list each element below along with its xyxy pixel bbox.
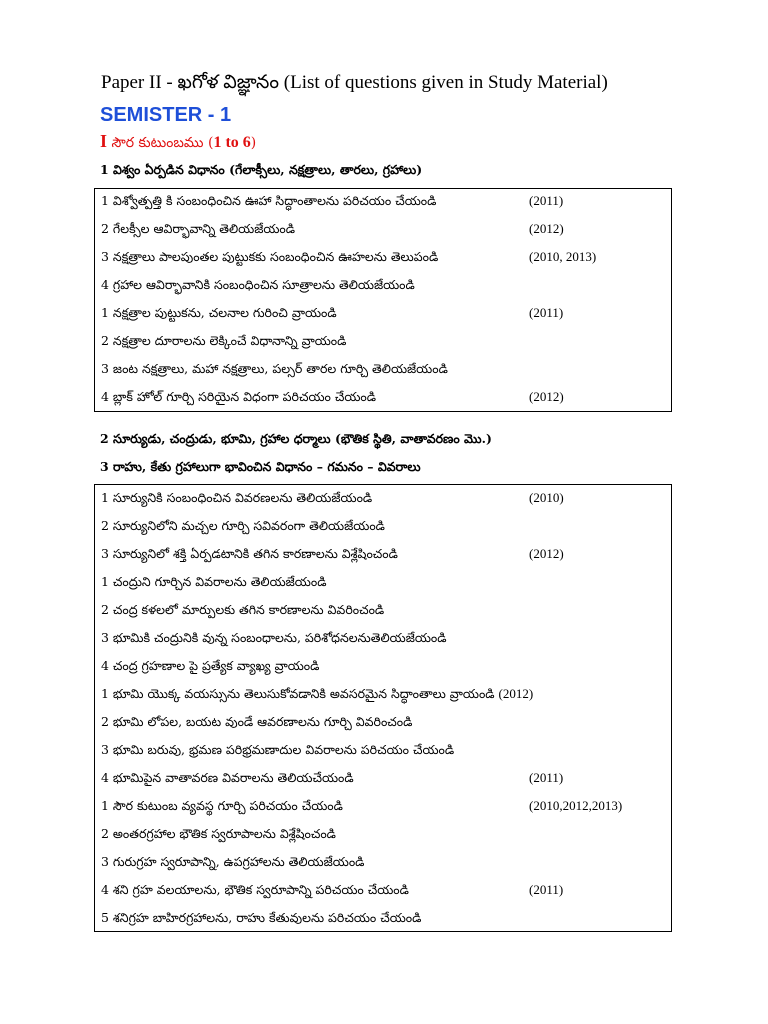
question-text: 3 నక్షత్రాలు పాలపుంతల పుట్టుకకు సంబంధించిన ఊహలను తెలుపండి (101, 249, 439, 264)
question-row (101, 823, 667, 845)
unit-close: ) (250, 135, 257, 151)
unit-roman-numeral: I (100, 131, 108, 151)
question-year: (2011) (529, 770, 564, 785)
question-text: 3 భూమి బరువు, భ్రమణ పరిభ్రమణాదుల వివరాలను పరిచయం చేయండి (101, 742, 455, 757)
question-text: 4 శని గ్రహ వలయాలను, భౌతిక స్వరూపాన్ని పరిచయం చేయండి (101, 882, 409, 897)
question-row (101, 683, 667, 705)
question-text: 2 సూర్యునిలోని మచ్చల గూర్చి సవివరంగా తెలియజేయండి (101, 518, 385, 533)
question-row (101, 386, 667, 408)
question-year: (2011) (529, 193, 564, 208)
section-3-question-box (94, 484, 672, 932)
question-row (101, 907, 667, 929)
question-row (101, 795, 667, 817)
question-year: (2010) (529, 490, 564, 505)
question-row (101, 190, 667, 212)
question-text (101, 683, 533, 705)
page-title: Paper II - ఖగోళ విజ్ఞానం (List of questions given in Study Material) (101, 72, 608, 93)
question-year: (2010, 2013) (529, 249, 597, 264)
question-year: (2010,2012,2013) (529, 798, 623, 813)
section-1-heading: 1 విశ్వం ఏర్పడిన విధానం (గేలాక్సీలు, నక్షత్రాలు, తారలు, గ్రహాలు) (100, 162, 423, 177)
question-row (101, 711, 667, 733)
question-row (101, 515, 667, 537)
question-row (101, 246, 667, 268)
question-text: 4 బ్లాక్ హోల్ గూర్చి సరియైన విధంగా పరిచయం చేయండి (101, 389, 376, 404)
semister-heading: SEMISTER - 1 (100, 104, 232, 126)
question-text: 4 గ్రహాల ఆవిర్భావానికి సంబంధించిన సూత్రాలను తెలియజేయండి (101, 277, 415, 292)
unit-range: 1 to 6 (213, 134, 251, 151)
question-row (101, 274, 667, 296)
question-row (101, 543, 667, 565)
question-row (101, 358, 667, 380)
question-text: 3 భూమికి చంద్రునికి వున్న సంబంధాలను, పరిశోధనలనుతెలియజేయండి (101, 630, 447, 645)
unit-heading (100, 131, 256, 154)
question-text: 2 అంతరగ్రహాల భౌతిక స్వరూపాలను విశ్లేషించండి (101, 826, 336, 841)
section-3-heading: 3 రాహు, కేతు గ్రహాలుగా భావించిన విధానం – గమనం – వివరాలు (100, 459, 421, 474)
question-text: 1 సౌర కుటుంబ వ్యవస్థ గూర్చి పరిచయం చేయండి (101, 798, 343, 813)
question-text: 5 శనిగ్రహ బాహిరగ్రహాలను, రాహు కేతువులను పరిచయం చేయండి (101, 910, 422, 925)
question-row (101, 627, 667, 649)
question-year: (2012) (529, 546, 564, 561)
question-text: 1 చంద్రుని గూర్చిన వివరాలను తెలియజేయండి (101, 574, 327, 589)
question-text: 3 సూర్యునిలో శక్తి ఏర్పడటానికి తగిన కారణాలను విశ్లేషించండి (101, 546, 398, 561)
question-text-body: 1 భూమి యొక్క వయస్సును తెలుసుకోవడానికి అవసరమైన సిద్ధాంతాలు వ్రాయండి (101, 686, 495, 701)
question-row (101, 879, 667, 901)
question-row (101, 302, 667, 324)
section-1-question-box (94, 188, 672, 412)
question-year: (2012) (498, 686, 534, 701)
question-text: 2 చంద్ర కళలలో మార్పులకు తగిన కారణాలను వివరించండి (101, 602, 385, 617)
question-year: (2011) (529, 305, 564, 320)
unit-name: సౌర కుటుంబము ( (111, 135, 214, 151)
question-row (101, 655, 667, 677)
question-text: 2 నక్షత్రాల దూరాలను లెక్కించే విధానాన్ని వ్రాయండి (101, 333, 347, 348)
question-text: 4 చంద్ర గ్రహణాల పై ప్రత్యేక వ్యాఖ్య వ్రాయండి (101, 658, 320, 673)
question-text: 1 నక్షత్రాల పుట్టుకను, చలనాల గురించి వ్రాయండి (101, 305, 337, 320)
question-row (101, 851, 667, 873)
question-text: 2 గేలక్సీల ఆవిర్భావాన్ని తెలియజేయండి (101, 221, 296, 236)
question-row (101, 767, 667, 789)
section-2-heading: 2 సూర్యుడు, చంద్రుడు, భూమి, గ్రహాల ధర్మాలు (భౌతిక స్థితి, వాతావరణం మొ.) (100, 431, 492, 446)
question-text: 4 భూమిపైన వాతావరణ వివరాలను తెలియచేయండి (101, 770, 354, 785)
question-row (101, 218, 667, 240)
question-year: (2012) (529, 389, 564, 404)
question-row (101, 571, 667, 593)
question-row (101, 487, 667, 509)
question-text: 1 విశ్వోత్పత్తి కి సంబంధించిన ఊహా సిద్ధాంతాలను పరిచయం చేయండి (101, 193, 437, 208)
question-row (101, 739, 667, 761)
question-text: 3 గురుగ్రహ స్వరూపాన్ని, ఉపగ్రహాలను తెలియజేయండి (101, 854, 365, 869)
question-text: 1 సూర్యునికి సంబంధించిన వివరణలను తెలియజేయండి (101, 490, 373, 505)
question-text: 3 జంట నక్షత్రాలు, మహా నక్షత్రాలు, పల్సర్ తారల గూర్చి తెలియజేయండి (101, 361, 448, 376)
question-row (101, 599, 667, 621)
question-year: (2012) (529, 221, 564, 236)
question-row (101, 330, 667, 352)
question-year: (2011) (529, 882, 564, 897)
question-text: 2 భూమి లోపల, బయట వుండే ఆవరణాలను గూర్చి వివరించండి (101, 714, 413, 729)
